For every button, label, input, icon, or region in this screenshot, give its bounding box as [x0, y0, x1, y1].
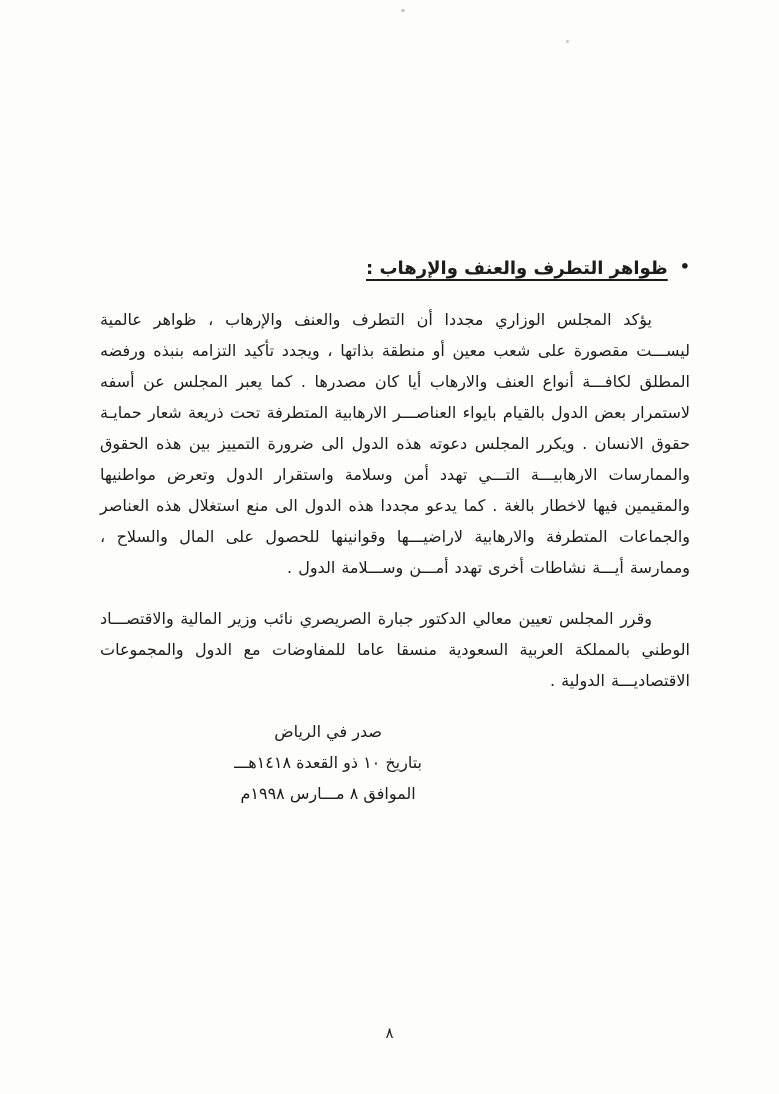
scan-artifact — [566, 40, 569, 43]
page-number: ٨ — [385, 1024, 394, 1042]
section-heading-text: ظواهر التطرف والعنف والإرهاب : — [365, 258, 668, 279]
issued-date-gregorian: الموافق ٨ مـــارس ١٩٩٨م — [240, 784, 416, 803]
issued-date-hijri: بتاريخ ١٠ ذو القعدة ١٤١٨هـــ — [234, 753, 422, 772]
section-heading — [100, 256, 690, 282]
scan-artifact — [401, 9, 405, 12]
paragraph-appointment-decision: وقرر المجلس تعيين معالي الدكتور جبارة الصريصري نائب وزير المالية والاقتصـــاد الوطني بالمملكة العربية السعودية منسقا عاما للمفاوضات مع الدول والمجموعات الاقتصاديـــة الدولية . — [100, 609, 690, 690]
issued-place: صدر في الرياض — [274, 722, 382, 741]
paragraph-extremism-statement: يؤكد المجلس الوزاري مجددا أن التطرف والعنف والإرهاب ، ظواهر عالمية ليســـت مقصورة على شعب معين أو منطقة بذاتها ، ويجدد تأكيد التزامه بنبذه ورفضه المطلق لكافـــة أنواع العنف والارهاب أيا كان مصدرها . كما يعبر المجلس عن أسفه لاستمرار بعض الدول بالقيام بايواء العناصـــر الارهابية المتطرفة تحت ذريعة شعار حمايـة حقوق الانسان . ويكرر المجلس دعوته هذه الدول الى ضرورة التمييز بين هذه الحقوق والممارسات الارهابيـــة التـــي تهدد أمن وسلامة واستقرار الدول وتعرض مواطنيها والمقيمين فيها لاخطار بالغة . كما يدعو مجددا هذه الدول الى منع استغلال هذه العناصر والجماعات المتطرفة والارهابية لاراضيـــها وقوانينها للحصول على المال والسلاح ، وممارسة أيـــة نشاطات أخرى تهدد أمـــن وســـلامة الدول . — [100, 310, 690, 577]
bullet-icon: • — [679, 257, 690, 276]
document-content — [100, 256, 690, 809]
issued-block — [234, 716, 422, 809]
